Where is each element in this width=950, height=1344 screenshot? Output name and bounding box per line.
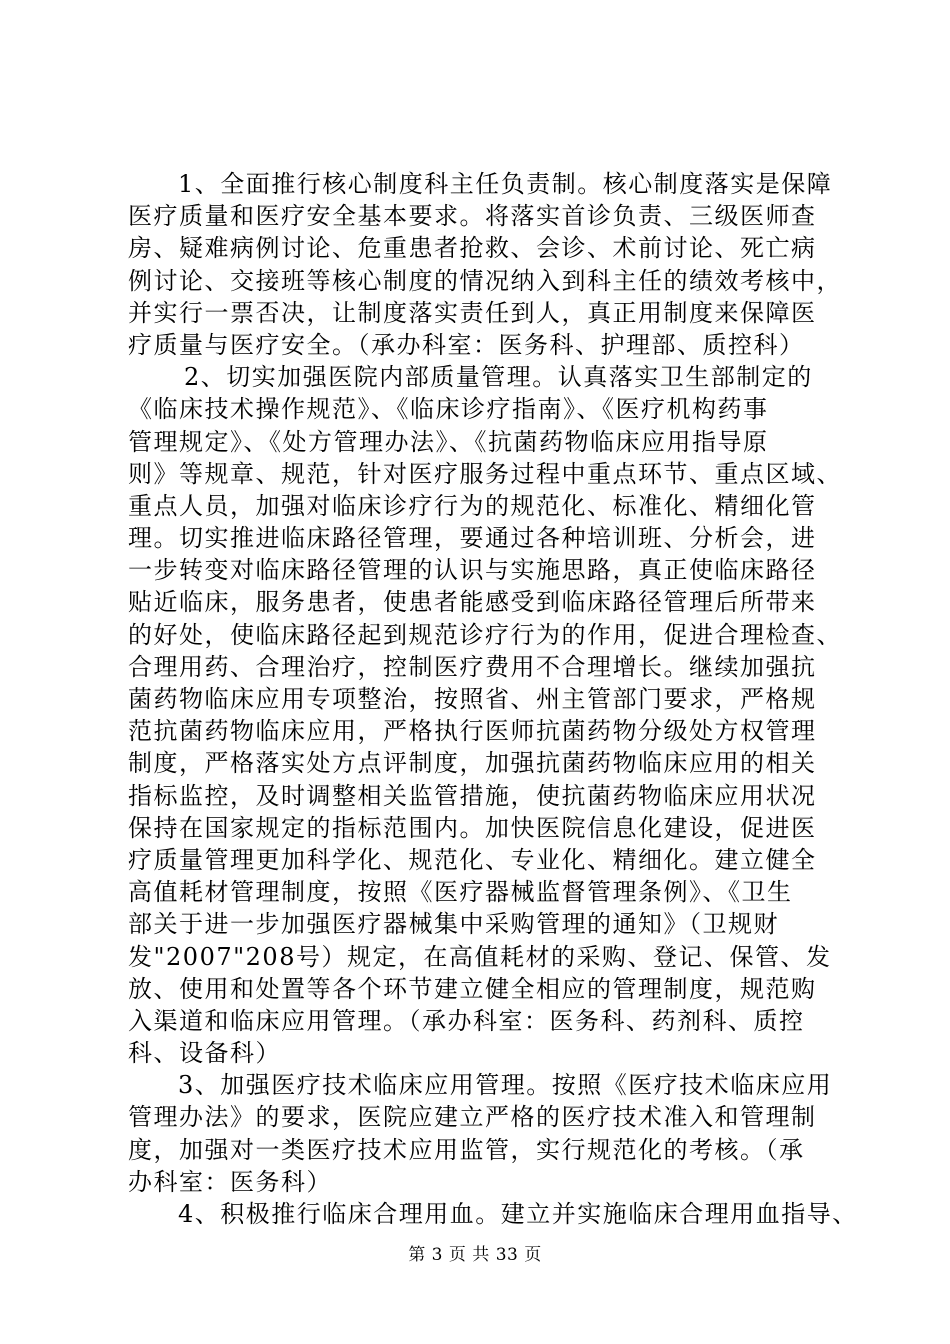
paragraph-2-line: 管理规定》、《处方管理办法》、《抗菌药物临床应用指导原 [128,427,769,456]
paragraph-2-line: 一步转变对临床路径管理的认识与实施思路，真正使临床路径 [128,556,817,585]
paragraph-2-line: 制度，严格落实处方点评制度，加强抗菌药物临床应用的相关 [128,749,817,778]
paragraph-2-line: 菌药物临床应用专项整治，按照省、州主管部门要求，严格规 [128,685,817,713]
paragraph-1-line: 并实行一票否决，让制度落实责任到人，真正用制度来保障医 [128,298,817,327]
paragraph-2-line: 高值耗材管理制度，按照《医疗器械监督管理条例》、《卫生 [128,878,793,907]
paragraph-2-line: 科、设备科） [128,1039,281,1068]
paragraph-3-line: 办科室：医务科） [128,1167,332,1196]
paragraph-2-line: 发"2007"208号）规定，在高值耗材的采购、登记、保管、发 [128,942,832,971]
paragraph-2-line: 入渠道和临床应用管理。（承办科室：医务科、药剂科、质控 [128,1006,805,1035]
paragraph-2-line: 放、使用和处置等各个环节建立健全相应的管理制度，规范购 [128,974,817,1003]
paragraph-1-line: 房、疑难病例讨论、危重患者抢救、会诊、术前讨论、死亡病 [128,234,817,263]
paragraph-2-line: 则》等规章、规范，针对医疗服务过程中重点环节、重点区域、 [128,459,842,488]
paragraph-2-line: 部关于进一步加强医疗器械集中采购管理的通知》（卫规财 [128,910,779,939]
paragraph-3-line: 管理办法》的要求，医院应建立严格的医疗技术准入和管理制 [128,1103,817,1132]
paragraph-4-line: 4、积极推行临床合理用血。建立并实施临床合理用血指导、 [178,1200,858,1228]
paragraph-2-line: 理。切实推进临床路径管理，要通过各种培训班、分析会，进 [128,524,817,553]
paragraph-2-line: 指标监控，及时调整相关监管措施，使抗菌药物临床应用状况 [128,781,817,810]
paragraph-2-line: 2、切实加强医院内部质量管理。认真落实卫生部制定的 [184,363,813,392]
paragraph-3-line: 度，加强对一类医疗技术应用监管，实行规范化的考核。（承 [128,1135,805,1164]
paragraph-1-line: 医疗质量和医疗安全基本要求。将落实首诊负责、三级医师查 [128,202,817,231]
paragraph-3-line: 3、加强医疗技术临床应用管理。按照《医疗技术临床应用 [178,1071,833,1100]
paragraph-2-line: 重点人员，加强对临床诊疗行为的规范化、标准化、精细化管 [128,491,817,520]
paragraph-2-line: 《临床技术操作规范》、《临床诊疗指南》、《医疗机构药事 [128,395,769,424]
paragraph-1-line: 1、全面推行核心制度科主任负责制。核心制度落实是保障 [178,170,833,198]
paragraph-2-line: 合理用药、合理治疗，控制医疗费用不合理增长。继续加强抗 [128,652,817,681]
paragraph-2-line: 贴近临床，服务患者，使患者能感受到临床路径管理后所带来 [128,588,817,617]
paragraph-2-line: 范抗菌药物临床应用，严格执行医师抗菌药物分级处方权管理 [128,717,817,746]
paragraph-2-line: 疗质量管理更加科学化、规范化、专业化、精细化。建立健全 [128,845,817,874]
document-body [128,168,858,1230]
paragraph-2-line: 的好处，使临床路径起到规范诊疗行为的作用，促进合理检查、 [128,620,842,649]
paragraph-1-line: 例讨论、交接班等核心制度的情况纳入到科主任的绩效考核中， [128,266,842,295]
paragraph-1-line: 疗质量与医疗安全。（承办科室：医务科、护理部、质控科） [128,330,805,359]
page-number-footer: 第 3 页 共 33 页 [408,1245,542,1265]
paragraph-2-line: 保持在国家规定的指标范围内。加快医院信息化建设，促进医 [128,813,817,842]
